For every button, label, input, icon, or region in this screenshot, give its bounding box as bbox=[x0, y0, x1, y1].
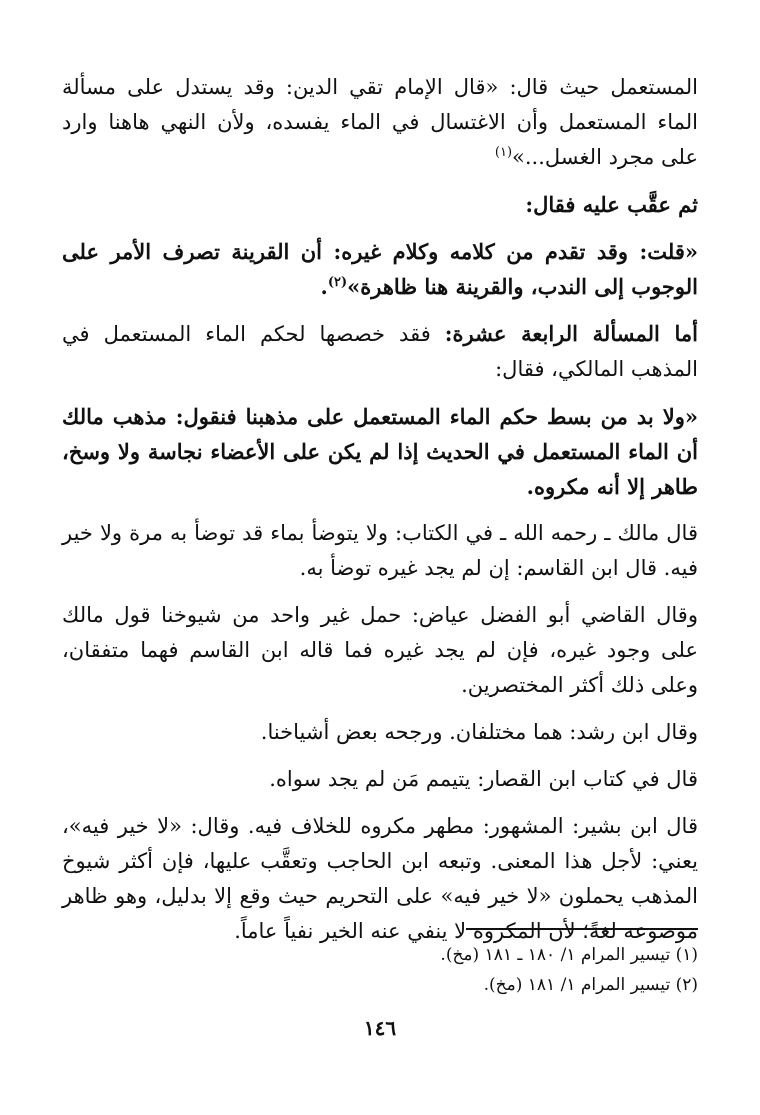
paragraph-1 bbox=[62, 70, 698, 175]
paragraph-7 bbox=[62, 598, 698, 703]
paragraph-7-text: وقال القاضي أبو الفضل عياض: حمل غير واحد من شيوخنا قول مالك على وجود غيره، فإن لم يجد غيره فما قاله ابن القاسم فهما متفقان، وعلى ذلك أكثر المختصرين. bbox=[62, 603, 698, 697]
paragraph-9 bbox=[62, 762, 698, 797]
paragraph-8-text: وقال ابن رشد: هما مختلفان. ورجحه بعض أشياخنا. bbox=[260, 720, 698, 744]
footnote-1: (١) تيسير المرام ١/ ١٨٠ ـ ١٨١ (مخ). bbox=[440, 945, 698, 965]
paragraph-3 bbox=[62, 234, 698, 304]
footnote-ref-1[interactable]: (١) bbox=[494, 145, 513, 160]
paragraph-8 bbox=[62, 715, 698, 750]
paragraph-10-text: قال ابن بشير: المشهور: مطهر مكروه للخلاف فيه. وقال: «لا خير فيه»، يعني: لأجل هذا المعنى. وتبعه ابن الحاجب وتعقَّب عليها، فإن أكثر شيوخ المذهب يحملون «لا خير فيه» على التحريم حيث وقع إلا بدليل، وهو ظاهر موضوعه لغةً؛ لأن المكروه لا ينفي عنه الخير نفياً عاماً. bbox=[62, 814, 698, 943]
paragraph-5-text: «ولا بد من بسط حكم الماء المستعمل على مذهبنا فنقول: مذهب مالك أن الماء المستعمل في الحديث إذا لم يكن على الأعضاء نجاسة ولا وسخ، طاهر إلا أنه مكروه. bbox=[62, 404, 698, 499]
paragraph-9-text: قال في كتاب ابن القصار: يتيمم مَن لم يجد سواه. bbox=[269, 767, 698, 791]
paragraph-2-text: ثم عقَّب عليه فقال: bbox=[525, 192, 698, 217]
footnote-2: (٢) تيسير المرام ١/ ١٨١ (مخ). bbox=[483, 975, 698, 995]
footnote-divider bbox=[466, 928, 698, 930]
paragraph-2 bbox=[62, 187, 698, 222]
paragraph-4-text: فقد خصصها لحكم الماء المستعمل في المذهب المالكي، فقال: bbox=[62, 322, 698, 381]
paragraph-4-lead: أما المسألة الرابعة عشرة: bbox=[444, 321, 698, 346]
paragraph-1-text: المستعمل حيث قال: «قال الإمام تقي الدين: وقد يستدل على مسألة الماء المستعمل وأن الاغتسال في الماء يفسده، ولأن النهي هاهنا وارد على مجرد الغسل...» bbox=[62, 75, 698, 169]
page-body bbox=[62, 70, 698, 961]
footnotes bbox=[62, 940, 698, 1000]
paragraph-6-text: قال مالك ـ رحمه الله ـ في الكتاب: ولا يتوضأ بماء قد توضأ به مرة ولا خير فيه. قال ابن القاسم: إن لم يجد غيره توضأ به. bbox=[62, 521, 698, 580]
paragraph-6 bbox=[62, 516, 698, 586]
paragraph-4 bbox=[62, 316, 698, 387]
paragraph-5 bbox=[62, 399, 698, 504]
page-number: ١٤٦ bbox=[363, 1016, 397, 1040]
paragraph-3-tail: . bbox=[320, 274, 328, 299]
footnote-ref-2[interactable]: (٢) bbox=[327, 275, 348, 290]
paragraph-3-text: «قلت: وقد تقدم من كلامه وكلام غيره: أن القرينة تصرف الأمر على الوجوب إلى الندب، والقرينة هنا ظاهرة» bbox=[62, 239, 698, 299]
